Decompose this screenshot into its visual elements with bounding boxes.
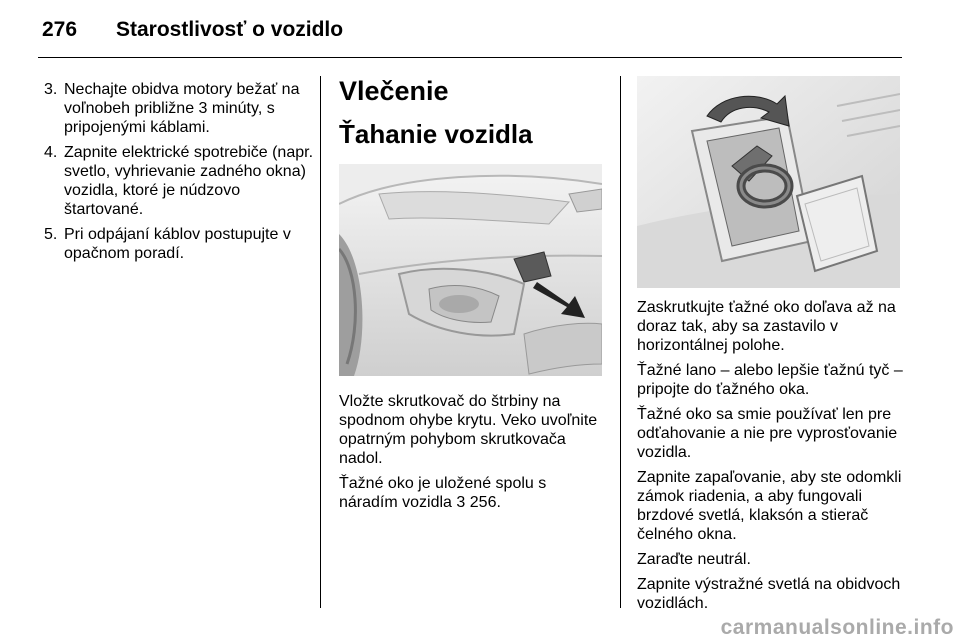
- step-item: [44, 225, 314, 263]
- right-column: [637, 76, 905, 619]
- instruction-paragraph: Vložte skrutkovač do štrbiny na spodnom ohybe krytu. Veko uvoľnite opatrným pohybom skrutkovača nadol.: [339, 393, 598, 467]
- step-text: Nechajte obidva motory bežať na voľnobeh približne 3 minúty, s pripojenými káblami.: [64, 81, 300, 136]
- section-subheading: Ťahanie vozidla: [339, 119, 533, 149]
- reference-paragraph: [339, 474, 604, 512]
- column-divider-left: [320, 76, 321, 608]
- step-number: 4.: [44, 144, 58, 161]
- watermark: carmanualsonline.info: [720, 616, 954, 639]
- reference-text: Ťažné oko je uložené spolu s náradím vozidla: [339, 475, 547, 511]
- middle-column: [339, 76, 604, 518]
- page-header: [0, 0, 960, 62]
- instruction-paragraph: Ťažné lano – alebo lepšie ťažnú tyč – pripojte do ťažného oka.: [637, 362, 903, 398]
- instruction-paragraph: Zapnite výstražné svetlá na obidvoch vozidlách.: [637, 576, 901, 612]
- page-reference[interactable]: 256.: [469, 494, 501, 511]
- step-number: 3.: [44, 81, 58, 98]
- header-divider: [38, 57, 902, 58]
- towing-eye-illustration: [637, 76, 900, 288]
- step-item: [44, 80, 314, 137]
- chapter-title: Starostlivosť o vozidlo: [116, 18, 344, 41]
- step-number: 5.: [44, 226, 58, 243]
- instruction-paragraph: Ťažné oko sa smie používať len pre odťahovanie a nie pre vyprosťovanie vozidla.: [637, 406, 898, 461]
- left-column: [44, 80, 314, 269]
- section-heading: Vlečenie: [339, 76, 449, 106]
- page-ref-arrow-icon: 3: [456, 494, 466, 511]
- step-list: [44, 80, 314, 263]
- instruction-paragraph: Zapnite zapaľovanie, aby ste odomkli zámok riadenia, a aby fungovali brzdové svetlá, klaksón a stierač čelného okna.: [637, 469, 902, 543]
- column-divider-right: [620, 76, 621, 608]
- car-front-bumper-cover-illustration: [339, 164, 602, 376]
- step-item: [44, 143, 314, 219]
- step-text: Zapnite elektrické spotrebiče (napr. svetlo, vyhrievanie zadného okna) vozidla, ktoré je núdzovo štartované.: [64, 144, 314, 218]
- page-number: 276: [42, 18, 78, 41]
- instruction-paragraph: Zaskrutkujte ťažné oko doľava až na doraz tak, aby sa zastavilo v horizontálnej polohe.: [637, 299, 896, 354]
- instruction-paragraph: Zaraďte neutrál.: [637, 551, 751, 568]
- step-text: Pri odpájaní káblov postupujte v opačnom poradí.: [64, 226, 291, 262]
